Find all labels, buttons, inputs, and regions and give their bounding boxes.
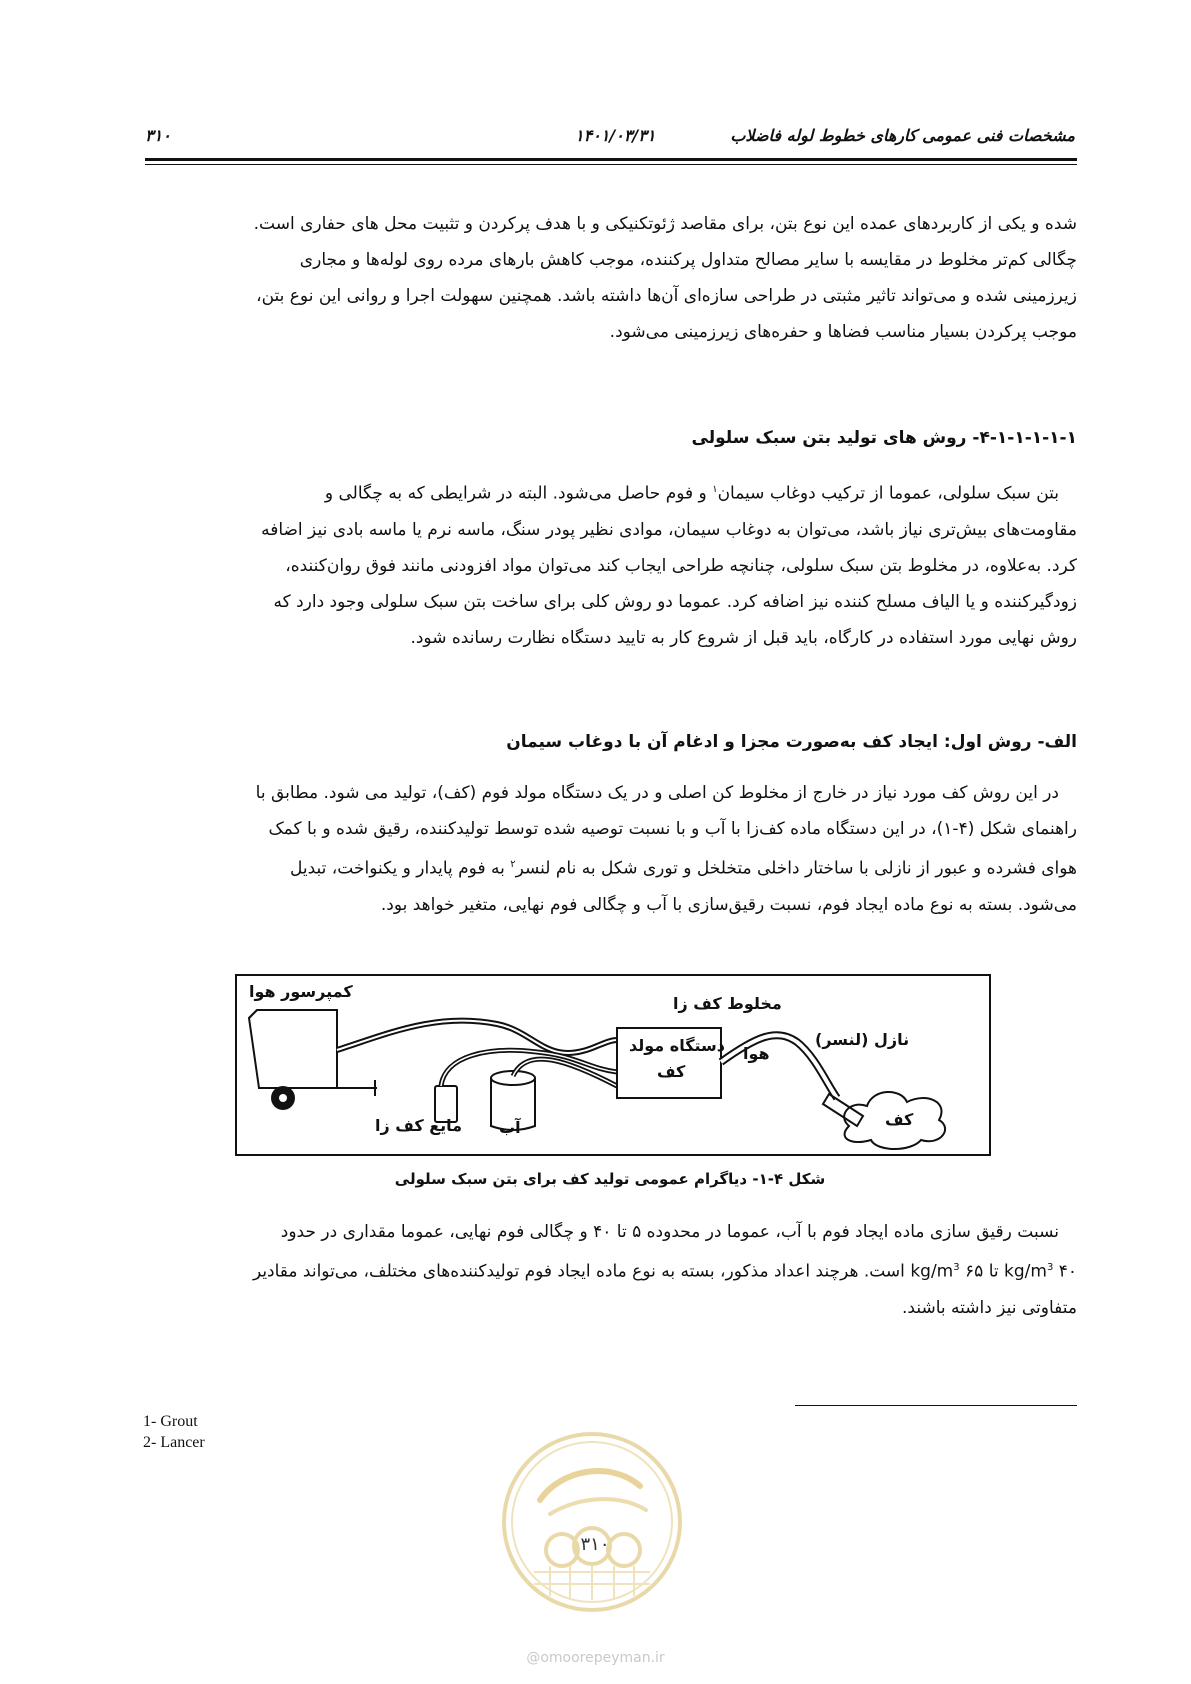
- label-foam: کف: [885, 1110, 914, 1129]
- compressor-body: [249, 1010, 337, 1088]
- header-rule-thin: [145, 164, 1077, 165]
- superscript: 3: [1046, 1262, 1054, 1273]
- figure-caption: شکل ۴-۱- دیاگرام عمومی تولید کف برای بتن سبک سلولی: [394, 1170, 826, 1188]
- header-page-number: ۳۱۰: [145, 126, 171, 145]
- paragraph-line: روش نهایی مورد استفاده در کارگاه، باید قبل از شروع کار به تایید دستگاه نظارت رسانده شود.: [410, 627, 1077, 648]
- paragraph-line: راهنمای شکل (۴-۱)، در این دستگاه ماده کف‌زا با آب و با نسبت توصیه شده توسط تولیدکننده، رقیق شده و با کمک: [268, 819, 1077, 839]
- paragraph-line: مقاومت‌های بیش‌تری نیاز باشد، می‌توان به دوغاب سیمان، موادی نظیر پودر سنگ، ماسه نرم یا ماسه بادی نیز اضافه: [261, 519, 1077, 540]
- paragraph-line: نسبت رقیق سازی ماده ایجاد فوم با آب، عموما در محدوده ۵ تا ۴۰ و چگالی فوم نهایی، عموما مقداری در حدود: [280, 1222, 1059, 1242]
- text-run: بتن سبک سلولی، عموما از ترکیب دوغاب سیمان: [717, 483, 1059, 504]
- page-header: [145, 126, 1075, 154]
- text-run: تا ۶۵ kg/m: [910, 1261, 1005, 1282]
- header-rule-thick: [145, 158, 1077, 161]
- footnote-ref[interactable]: ۲: [510, 859, 516, 870]
- section-heading: ۴-۱-۱-۱-۱-۱- روش های تولید بتن سبک سلولی: [691, 428, 1077, 448]
- paragraph-line: می‌شود. بسته به نوع ماده ایجاد فوم، نسبت رقیق‌سازی با آب و چگالی فوم نهایی، متغیر خواهد بود.: [380, 894, 1077, 915]
- label-air: هوا: [743, 1044, 770, 1063]
- watermark-seal: [500, 1430, 685, 1615]
- foam-production-diagram: [235, 974, 991, 1156]
- paragraph-line: [143, 847, 1077, 887]
- paragraph-3: [143, 775, 1077, 923]
- footnote-ref[interactable]: ۱: [712, 484, 718, 495]
- nozzle: [823, 1094, 863, 1126]
- header-date: ۱۴۰۱/۰۳/۳۱: [575, 126, 656, 145]
- paragraph-1: [143, 206, 1077, 350]
- paragraph-line: موجب پرکردن بسیار مناسب فضاها و حفره‌های زیرزمینی می‌شود.: [609, 322, 1077, 342]
- label-foam-mixture: مخلوط کف زا: [673, 994, 782, 1013]
- subsection-heading: الف- روش اول: ایجاد کف به‌صورت مجزا و ادغام آن با دوغاب سیمان: [506, 732, 1077, 752]
- footnote-divider: [795, 1405, 1077, 1406]
- label-generator-line2: کف: [657, 1062, 686, 1081]
- paragraph-4: [143, 1214, 1077, 1326]
- footnote-1: 1- Grout: [143, 1413, 198, 1430]
- paragraph-line: کرد. به‌علاوه، در مخلوط بتن سبک سلولی، چنانچه طراحی ایجاب کند می‌توان مواد افزودنی مانند فوق روان‌کننده،: [285, 555, 1077, 576]
- text-run: هوای فشرده و عبور از نازلی با ساختار داخلی متخلخل و توری شکل به نام لنسر: [515, 858, 1077, 879]
- agent-hose: [441, 1050, 617, 1086]
- paragraph-line: [143, 1250, 1077, 1290]
- paragraph-line: متفاوتی نیز داشته باشند.: [902, 1297, 1077, 1318]
- label-generator-line1: دستگاه مولد: [629, 1036, 725, 1055]
- label-compressor: کمپرسور هوا: [249, 982, 353, 1001]
- diagram-drawing: [237, 976, 989, 1154]
- text-run: ۴۰ kg/m: [1004, 1261, 1077, 1282]
- watermark-site: @omoorepeyman.ir: [526, 1650, 665, 1666]
- header-title: مشخصات فنی عمومی کارهای خطوط لوله فاضلاب: [730, 126, 1075, 145]
- footnote-2: 2- Lancer: [143, 1434, 205, 1451]
- paragraph-line: زودگیرکننده و یا الیاف مسلح کننده نیز اضافه کرد. عموما دو روش کلی برای ساخت بتن سبک سلولی وجود دارد که: [273, 591, 1077, 612]
- text-run: به فوم پایدار و یکنواخت، تبدیل: [289, 858, 511, 879]
- text-run: است. هرچند اعداد مذکور، بسته به نوع ماده ایجاد فوم تولیدکننده‌های مختلف، می‌تواند مقادیر: [252, 1261, 911, 1282]
- paragraph-line: [143, 472, 1077, 512]
- label-water: آب: [499, 1118, 521, 1137]
- paragraph-2: [143, 472, 1077, 656]
- paragraph-line: چگالی کم‌تر مخلوط در مقایسه با سایر مصالح متداول پرکننده، موجب کاهش بارهای مرده روی لوله‌ها و مجاری: [299, 250, 1077, 270]
- paragraph-line: شده و یکی از کاربردهای عمده این نوع بتن، برای مقاصد ژئوتکنیکی و با هدف پرکردن و تثبیت محل های حفاری است.: [253, 214, 1077, 234]
- superscript: 3: [953, 1262, 960, 1273]
- paragraph-line: در این روش کف مورد نیاز در خارج از مخلوط کن اصلی و در یک دستگاه مولد فوم (کف)، تولید می شود. مطابق با: [255, 783, 1059, 803]
- label-foaming-agent: مایع کف زا: [375, 1116, 463, 1135]
- label-nozzle: نازل (لنسر): [815, 1030, 910, 1049]
- text-run: و فوم حاصل می‌شود. البته در شرایطی که به چگالی و: [324, 483, 713, 504]
- paragraph-line: زیرزمینی شده و می‌تواند تاثیر مثبتی در طراحی سازه‌ای آن‌ها داشته باشد. همچنین سهولت اجرا و روانی این نوع بتن،: [256, 286, 1077, 306]
- footer-page-number: ۳۱۰: [580, 1534, 610, 1555]
